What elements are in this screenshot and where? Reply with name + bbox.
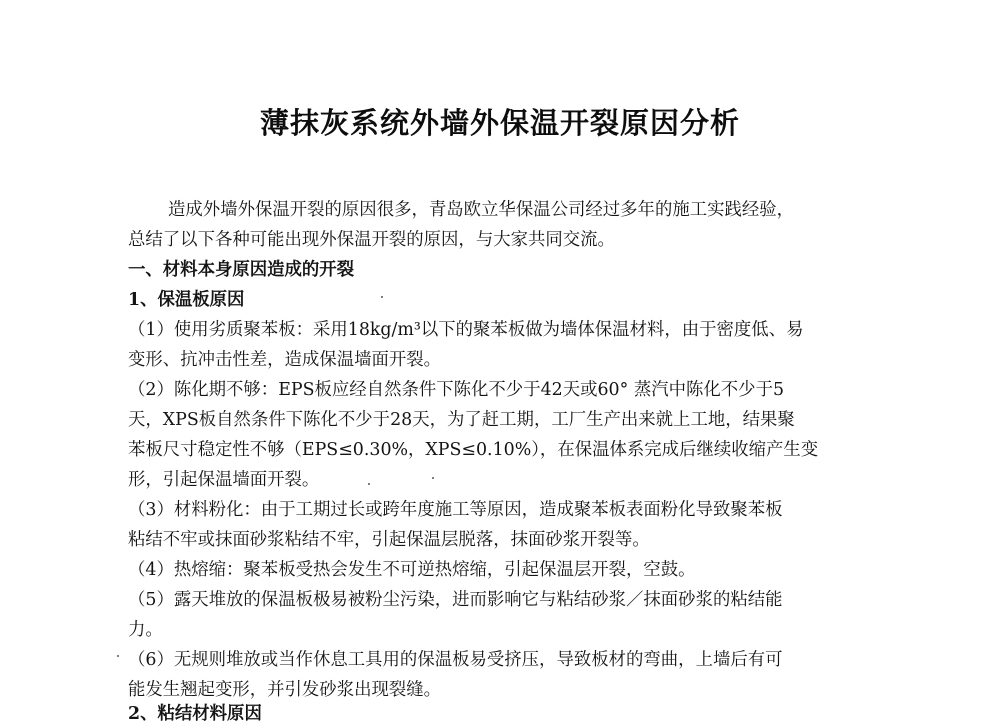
paragraph-line: 变形、抗冲击性差，造成保温墙面开裂。 bbox=[128, 350, 442, 370]
subsection-heading: 2、粘结材料原因 bbox=[128, 704, 262, 724]
paragraph-line: 造成外墙外保温开裂的原因很多，青岛欧立华保温公司经过多年的施工实践经验， bbox=[168, 200, 795, 220]
paragraph-line: （3）材料粉化：由于工期过长或跨年度施工等原因，造成聚苯板表面粉化导致聚苯板 bbox=[128, 500, 783, 520]
paragraph-line: （2）陈化期不够：EPS板应经自然条件下陈化不少于42天或60° 蒸汽中陈化不少于5 bbox=[128, 380, 785, 400]
paragraph-line: 力。 bbox=[128, 620, 163, 640]
paragraph-line: 形，引起保温墙面开裂。 bbox=[128, 470, 320, 490]
paragraph-line: 总结了以下各种可能出现外保温开裂的原因，与大家共同交流。 bbox=[128, 230, 615, 250]
paragraph-line: （4）热熔缩：聚苯板受热会发生不可逆热熔缩，引起保温层开裂，空鼓。 bbox=[128, 560, 696, 580]
scan-speck bbox=[432, 477, 434, 479]
paragraph-line: （5）露天堆放的保温板极易被粉尘污染，进而影响它与粘结砂浆／抹面砂浆的粘结能 bbox=[128, 590, 783, 610]
scan-speck bbox=[381, 296, 383, 298]
scan-speck bbox=[117, 655, 119, 657]
subsection-heading: 1、保温板原因 bbox=[128, 290, 245, 310]
paragraph-line: 天，XPS板自然条件下陈化不少于28天，为了赶工期，工厂生产出来就上工地，结果聚 bbox=[128, 410, 795, 430]
paragraph-line: （6）无规则堆放或当作休息工具用的保温板易受挤压，导致板材的弯曲，上墙后有可 bbox=[128, 650, 783, 670]
section-heading: 一、材料本身原因造成的开裂 bbox=[128, 260, 355, 280]
document-title: 薄抹灰系统外墙外保温开裂原因分析 bbox=[259, 106, 740, 140]
paragraph-line: 粘结不牢或抹面砂浆粘结不牢，引起保温层脱落，抹面砂浆开裂等。 bbox=[128, 530, 650, 550]
scan-speck bbox=[368, 483, 370, 485]
paragraph-line: 苯板尺寸稳定性不够（EPS≤0.30%，XPS≤0.10%），在保温体系完成后继续收缩产生变 bbox=[128, 440, 819, 460]
paragraph-line: （1）使用劣质聚苯板：采用18kg/m³以下的聚苯板做为墙体保温材料，由于密度低、易 bbox=[128, 320, 804, 340]
paragraph-line: 能发生翘起变形，并引发砂浆出现裂缝。 bbox=[128, 680, 442, 700]
